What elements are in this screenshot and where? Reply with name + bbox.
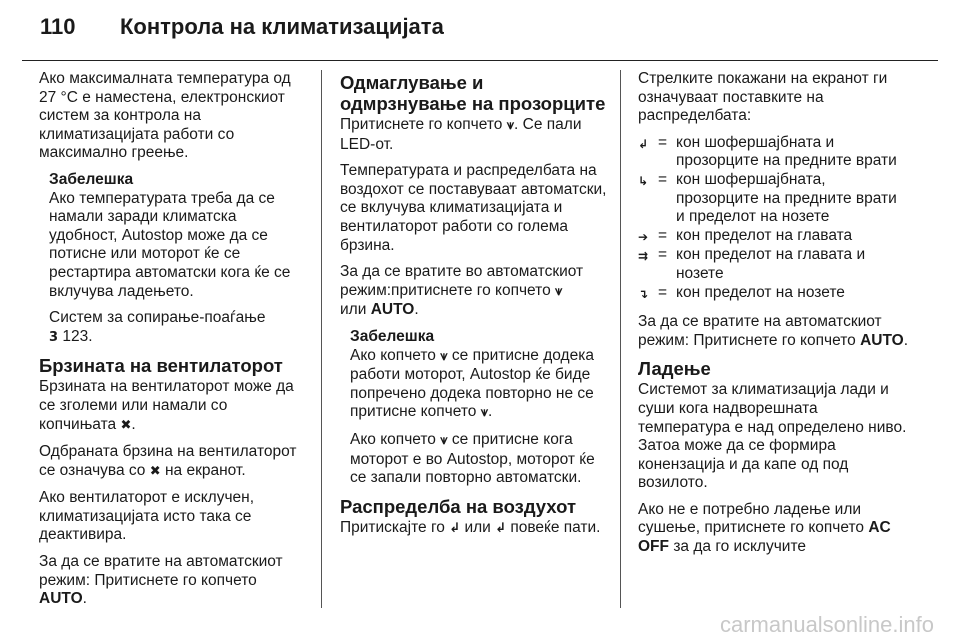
paragraph: Ако вентилаторот е исклучен, климатизацијата исто така се деактивира. [39, 489, 255, 544]
list-item: ↲ = кон шофершајбната и прозорците на предните врати [638, 133, 897, 170]
header-rule [22, 60, 938, 61]
section-heading-cooling: Ладење [638, 358, 711, 380]
section-heading-air-distribution: Распределба на воздухот [340, 495, 577, 517]
defrost-icon: ⩛ [480, 405, 489, 421]
defrost-icon: ⩛ [440, 348, 448, 364]
note-heading: Забелешка [350, 327, 435, 345]
paragraph: За да се вратите на автоматскиот режим: Притиснете го копчето AUTO. [638, 313, 909, 349]
head-distribution-icon: ➔ [638, 229, 649, 244]
windscreen-distribution-icon: ↲ [638, 136, 649, 151]
column-divider [321, 70, 322, 608]
page-title: Контрола на климатизацијата [120, 14, 444, 39]
list-item: ↴ = кон пределот на нозете [638, 284, 908, 304]
paragraph: Температурата и распределбата на воздохот се поставуваат автоматски, се вклучува климатизацијата и вентилаторот работи со голема брзина. [340, 162, 607, 254]
note-text: Ако температурата треба да се намали заради климатска удобност, Autostop може да се потисне или моторот ќе се рестартира автоматски кога ќе се вклучува ладењето. [49, 189, 291, 300]
paragraph: Ако не е потребно ладење или сушење, притиснете го копчето AC OFF за да го исклучите [638, 500, 891, 556]
page-ref-arrow-icon: 3 [49, 329, 59, 345]
ac-off-button-label: AC OFF [638, 519, 891, 556]
paragraph: Брзината на вентилаторот може да се зголеми или намали со копчињата ✖. [39, 378, 307, 435]
page-ref-link[interactable]: 123. [62, 327, 93, 345]
note-block [39, 171, 307, 347]
column-3 [638, 70, 908, 565]
list-item: ⇉ = кон пределот на главата и нозете [638, 246, 866, 282]
paragraph: Одбраната брзина на вентилаторот се означува со ✖ на екранот. [39, 443, 307, 481]
column-1 [39, 70, 307, 617]
air-distribution-down-icon: ↲ [495, 520, 507, 536]
windscreen-footwell-distribution-icon: ↳ [638, 173, 649, 188]
auto-button-label: AUTO [370, 301, 415, 319]
note-heading: Забелешка [49, 170, 134, 188]
auto-button-label: AUTO [39, 590, 83, 608]
air-distribution-list [638, 134, 908, 303]
page-number: 110 [40, 14, 76, 39]
section-heading-fan-speed: Брзината на вентилаторот [39, 355, 283, 377]
section-heading-defog: Одмаглување и одмрзнување на прозорците [340, 72, 606, 114]
defrost-icon: ⩛ [506, 118, 515, 133]
head-footwell-distribution-icon: ⇉ [638, 249, 649, 264]
watermark: carmanualsonline.info [719, 612, 934, 637]
defrost-icon: ⩛ [440, 432, 448, 448]
fan-icon: ✖ [120, 417, 132, 433]
paragraph: Системот за климатизација лади и суши кога надворешната температура е над определено ниво. Затоа може да се формира конензација и да капе од под возилото. [638, 381, 907, 492]
list-item: ➔ = кон пределот на главата [638, 227, 908, 247]
defrost-icon: ⩛ [555, 283, 563, 299]
paragraph: За да се вратите во автоматскиот режим:притиснете го копчето ⩛ или AUTO. [340, 263, 584, 319]
auto-button-label: AUTO [860, 331, 904, 349]
page-header [40, 14, 920, 54]
note-text: Ако копчето ⩛ се притисне додека работи моторот, Autostop ќе биде попречено додека повторно не се притисне копчето ⩛. [350, 347, 608, 423]
note-block [340, 328, 608, 488]
paragraph: Притиснете го копчето ⩛. Се пали LED-от. [340, 116, 582, 153]
paragraph: За да се вратите на автоматскиот режим: Притиснете го копчето AUTO. [39, 553, 283, 608]
paragraph: Стрелките покажани на екранот ги означуваат поставките на распределбата: [638, 70, 888, 125]
column-divider [620, 70, 621, 608]
column-2 [340, 70, 608, 546]
air-distribution-up-icon: ↲ [449, 520, 461, 536]
paragraph: Ако максималната температура од 27 °C е наместена, електронскиот систем за контрола на климатизацијата работи со максимално греење. [39, 70, 291, 162]
fan-icon: ✖ [149, 463, 161, 479]
cross-reference: Систем за сопирање-поаѓање 3 123. [49, 309, 307, 347]
list-item: ↳ = кон шофершајбната, прозорците на предните врати и пределот на нозете [638, 170, 897, 226]
footwell-distribution-icon: ↴ [638, 286, 649, 301]
note-text: Ако копчето ⩛ се притисне кога моторот е во Autostop, моторот ќе се запали повторно автоматски. [350, 430, 595, 487]
paragraph: Притискајте го ↲ или ↲ повеќе пати. [340, 519, 608, 539]
